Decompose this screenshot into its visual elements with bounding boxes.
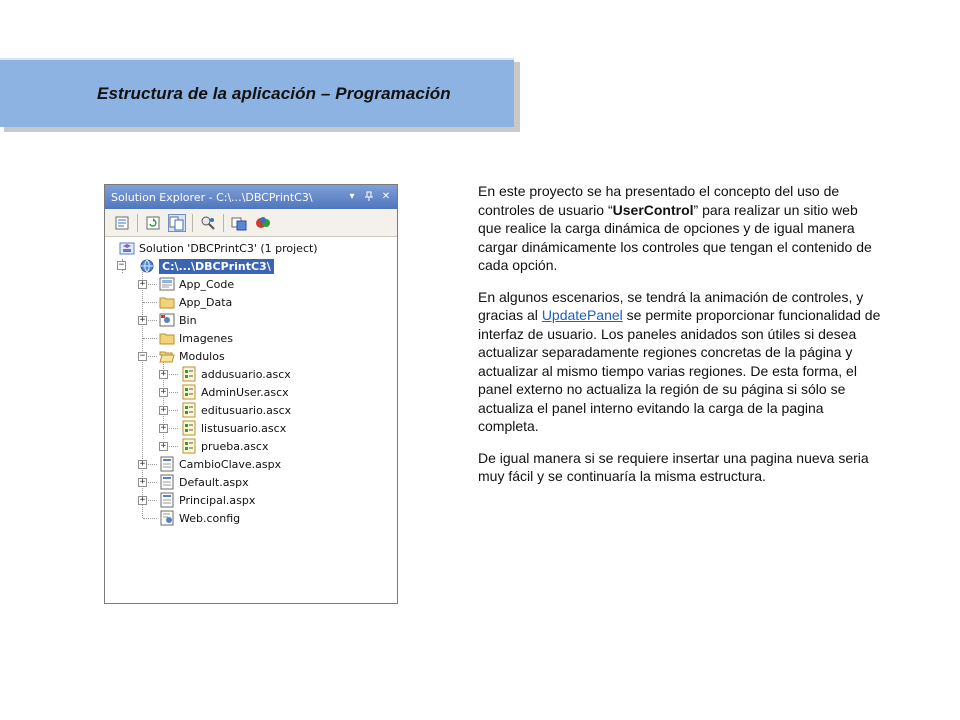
user-control-icon [181, 420, 197, 436]
solution-explorer-title: Solution Explorer - C:\...\DBCPrintC3\ [111, 190, 313, 204]
tree-item-label: Bin [179, 313, 197, 327]
tree-item-label: Modulos [179, 349, 225, 363]
tree-item-label: App_Data [179, 295, 233, 309]
user-control-icon [181, 438, 197, 454]
tree-item-bin[interactable] [159, 311, 197, 329]
expand-toggle[interactable]: + [160, 387, 167, 397]
tree-item-label: editusuario.ascx [201, 403, 292, 417]
updatepanel-link[interactable]: UpdatePanel [541, 307, 623, 323]
web-page-icon [159, 474, 175, 490]
tree-item-modulos[interactable] [159, 347, 225, 365]
usercontrol-term: UserControl [612, 201, 694, 218]
properties-icon[interactable] [113, 214, 131, 232]
solution-tree [105, 237, 397, 603]
collapse-toggle[interactable]: − [139, 351, 146, 361]
expand-toggle[interactable]: + [139, 279, 146, 289]
expand-toggle[interactable]: + [139, 459, 146, 469]
tree-item-adminuser[interactable] [181, 383, 289, 401]
page-title: Estructura de la aplicación – Programación [97, 84, 451, 103]
tree-connector [143, 518, 157, 519]
toolbar-separator [137, 214, 138, 232]
asp-config-icon[interactable] [254, 214, 272, 232]
nest-files-icon[interactable] [168, 214, 186, 232]
tree-item-web-config[interactable] [159, 509, 240, 527]
folder-open-icon [159, 348, 175, 364]
tree-item-addusuario[interactable] [181, 365, 291, 383]
folder-icon [159, 330, 175, 346]
web-page-icon [159, 492, 175, 508]
expand-toggle[interactable]: + [160, 423, 167, 433]
collapse-toggle[interactable]: − [118, 260, 125, 270]
user-control-icon [181, 402, 197, 418]
tree-connector [143, 338, 157, 339]
paragraph-3: De igual manera si se requiere insertar una pagina nueva seria muy fácil y se continuaría la misma estructura. [478, 449, 869, 484]
pin-icon[interactable] [362, 189, 376, 204]
dropdown-icon[interactable]: ▾ [349, 191, 355, 202]
refresh-icon[interactable] [144, 214, 162, 232]
paragraph-1 [478, 182, 883, 275]
web-project-icon [139, 258, 155, 274]
tree-item-label: App_Code [179, 277, 235, 291]
tree-item-listusuario[interactable] [181, 419, 286, 437]
expand-toggle[interactable]: + [160, 369, 167, 379]
tree-solution[interactable] [119, 239, 318, 257]
tree-item-label: AdminUser.ascx [201, 385, 289, 399]
toolbar-separator [223, 214, 224, 232]
tree-item-label: prueba.ascx [201, 439, 269, 453]
tree-item-label: Web.config [179, 511, 241, 525]
paragraph-1-text-end: ” para realizar un sitio web que realice la carga dinámica de opciones y de igual manera cargar dinámicamente los controles que tengan el contenido de cada opción. [478, 201, 872, 273]
web-page-icon [159, 456, 175, 472]
tree-item-app-data[interactable] [159, 293, 232, 311]
tree-connector [142, 505, 143, 518]
paragraph-2-text: En algunos escenarios, se tendrá la animación de controles, y gracias al [478, 288, 864, 323]
paragraph-2 [478, 288, 883, 436]
solution-icon [119, 240, 135, 256]
tree-item-prueba[interactable] [181, 437, 269, 455]
tree-item-label: Imagenes [179, 331, 233, 345]
solution-explorer-panel [104, 184, 398, 604]
config-file-icon [159, 510, 175, 526]
solution-explorer-titlebar[interactable] [105, 185, 397, 209]
tree-item-app-code[interactable] [159, 275, 234, 293]
tree-item-label: Default.aspx [179, 475, 249, 489]
expand-toggle[interactable]: + [160, 405, 167, 415]
solution-label: Solution 'DBCPrintC3' (1 project) [139, 241, 318, 255]
description-text [478, 182, 883, 499]
paragraph-2-text-end: se permite proporcionar funcionalidad de interfaz de usuario. Los paneles anidados son útiles si desea actualizar separadamente regiones concretas de la página y actualizar al mismo tiempo varias regiones. De esta forma, el panel externo no actualiza la región de su página si sólo se actualiza el panel interno evitando la carga de la pagina completa. [478, 307, 881, 434]
folder-bin-icon [159, 312, 175, 328]
tree-item-editusuario[interactable] [181, 401, 291, 419]
tree-item-principal[interactable] [159, 491, 255, 509]
user-control-icon [181, 384, 197, 400]
view-designer-icon[interactable] [199, 214, 217, 232]
toolbar-separator [192, 214, 193, 232]
tree-item-default[interactable] [159, 473, 249, 491]
tree-item-label: addusuario.ascx [201, 367, 291, 381]
tree-item-label: Principal.aspx [179, 493, 256, 507]
tree-item-cambioclave[interactable] [159, 455, 281, 473]
expand-toggle[interactable]: + [139, 315, 146, 325]
close-icon[interactable]: ✕ [381, 191, 391, 202]
expand-toggle[interactable]: + [139, 477, 146, 487]
folder-code-icon [159, 276, 175, 292]
paragraph-1-text: En este proyecto se ha presentado el concepto del uso de controles de usuario “ [478, 183, 840, 218]
expand-toggle[interactable]: + [160, 441, 167, 451]
project-label: C:\...\DBCPrintC3\ [159, 259, 274, 274]
tree-project[interactable] [139, 257, 274, 275]
user-control-icon [181, 366, 197, 382]
expand-toggle[interactable]: + [139, 495, 146, 505]
copy-website-icon[interactable] [230, 214, 248, 232]
tree-item-imagenes[interactable] [159, 329, 233, 347]
tree-item-label: listusuario.ascx [201, 421, 287, 435]
tree-connector [143, 302, 157, 303]
tree-item-label: CambioClave.aspx [179, 457, 282, 471]
solution-explorer-toolbar [105, 209, 397, 237]
folder-data-icon [159, 294, 175, 310]
